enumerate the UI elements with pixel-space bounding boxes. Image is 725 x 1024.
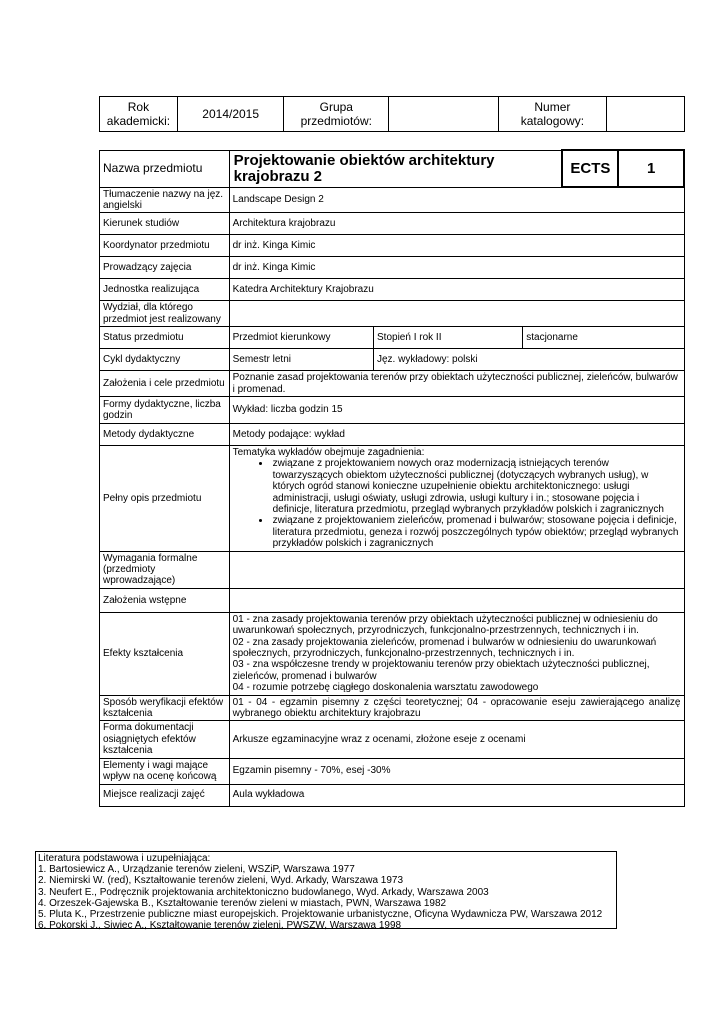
zalozenia-label: Założenia i cele przedmiotu bbox=[100, 371, 230, 397]
metody-label: Metody dydaktyczne bbox=[100, 423, 230, 445]
forma-value: Arkusze egzaminacyjne wraz z ocenami, złożone eseje z ocenami bbox=[229, 721, 684, 758]
course-card-table bbox=[99, 149, 685, 807]
kierunek-label: Kierunek studiów bbox=[100, 213, 230, 235]
cykl-value-2: Jęz. wykładowy: polski bbox=[374, 349, 685, 371]
miejsce-label: Miejsce realizacji zajęć bbox=[100, 784, 230, 806]
literature-item: 2. Niemirski W. (red), Kształtowanie terenów zieleni, Wyd. Arkady, Warszawa 1973 bbox=[38, 875, 404, 887]
prowadzacy-value: dr inż. Kinga Kimic bbox=[229, 257, 684, 279]
elementy-value: Egzamin pisemny - 70%, esej -30% bbox=[229, 758, 684, 784]
literature-item: 6. Pokorski J., Siwiec A., Kształtowanie terenów zieleni, PWSZW, Warszawa 1998 bbox=[38, 920, 402, 932]
wydzial-value bbox=[229, 301, 684, 327]
grupa-value bbox=[389, 97, 499, 132]
rok-label: Rok akademicki: bbox=[100, 97, 178, 132]
efekty-line: 03 - zna współczesne trendy w projektowaniu terenów przy obiektach użyteczności publicznej, zieleńców, promenad i bulwarów bbox=[232, 659, 650, 682]
status-label: Status przedmiotu bbox=[100, 327, 230, 349]
zalozenia-wstepne-label: Założenia wstępne bbox=[100, 588, 230, 612]
opis-list bbox=[233, 458, 681, 549]
literature-item: 4. Orzeszek-Gajewska B., Kształtowanie terenów zieleni w miastach, PWN, Warszawa 1982 bbox=[38, 897, 447, 909]
jednostka-label: Jednostka realizująca bbox=[100, 279, 230, 301]
efekty-line: 04 - rozumie potrzebę ciągłego doskonalenia warsztatu zawodowego bbox=[232, 682, 539, 694]
wymagania-label: Wymagania formalne (przedmioty wprowadzające) bbox=[100, 551, 230, 588]
nazwa-label: Nazwa przedmiotu bbox=[100, 150, 230, 187]
cykl-label: Cykl dydaktyczny bbox=[100, 349, 230, 371]
opis-label: Pełny opis przedmiotu bbox=[100, 445, 230, 551]
wydzial-label: Wydział, dla którego przedmiot jest realizowany bbox=[100, 301, 230, 327]
efekty-value bbox=[229, 612, 684, 695]
sposob-value: 01 - 04 - egzamin pisemny z części teoretycznej; 04 - opracowanie eseju zawierającego analizę wybranego obiektu architektury krajobrazu bbox=[229, 695, 684, 721]
literature-item: 1. Bartosiewicz A., Urządzanie terenów zieleni, WSZiP, Warszawa 1977 bbox=[38, 864, 355, 876]
metody-value: Metody podające: wykład bbox=[229, 423, 684, 445]
ects-label: ECTS bbox=[562, 150, 618, 187]
course-title: Projektowanie obiektów architektury krajobrazu 2 bbox=[229, 150, 562, 187]
zalozenia-wstepne-value bbox=[229, 588, 684, 612]
formy-value: Wykład: liczba godzin 15 bbox=[229, 396, 684, 423]
jednostka-value: Katedra Architektury Krajobrazu bbox=[229, 279, 684, 301]
numer-label: Numer katalogowy: bbox=[499, 97, 607, 132]
wymagania-value bbox=[229, 551, 684, 588]
kierunek-value: Architektura krajobrazu bbox=[229, 213, 684, 235]
status-value-1: Przedmiot kierunkowy bbox=[229, 327, 373, 349]
miejsce-value: Aula wykładowa bbox=[229, 784, 684, 806]
header-table bbox=[99, 96, 685, 132]
literature-item: 5. Pluta K., Przestrzenie publiczne miast europejskich. Projektowanie urbanistyczne, Oficyna Wydawnicza PW, Warszawa 2012 bbox=[38, 909, 603, 921]
opis-item: • związane z projektowaniem zieleńców, promenad i bulwarów; stosowane pojęcia i definicje, literatura przedmiotu, geneza i rozwój poszczególnych typów obiektów; przegląd wybranych przykładów polskich i zagranicznych bbox=[271, 515, 681, 549]
efekty-line: 02 - zna zasady projektowania zieleńców, promenad i bulwarów w odniesieniu do uwarunkowań społecznych, przyrodniczych, funkcjonalno-przestrzennych, technicznych i in. bbox=[232, 636, 657, 660]
cykl-value-1: Semestr letni bbox=[229, 349, 373, 371]
grupa-label: Grupa przedmiotów: bbox=[284, 97, 389, 132]
opis-intro: Tematyka wykładów obejmuje zagadnienia: bbox=[232, 446, 425, 458]
status-value-2: Stopień I rok II bbox=[374, 327, 523, 349]
prowadzacy-label: Prowadzący zajęcia bbox=[100, 257, 230, 279]
numer-value bbox=[606, 97, 684, 132]
tlumaczenie-label: Tłumaczenie nazwy na jęz. angielski bbox=[100, 187, 230, 213]
koordynator-value: dr inż. Kinga Kimic bbox=[229, 235, 684, 257]
rok-value: 2014/2015 bbox=[177, 97, 284, 132]
literature-item: 3. Neufert E., Podręcznik projektowania architektoniczno budowlanego, Wyd. Arkady, Warszawa 2003 bbox=[38, 886, 489, 898]
sposob-label: Sposób weryfikacji efektów kształcenia bbox=[100, 695, 230, 721]
efekty-line: 01 - zna zasady projektowania terenów przy obiektach użyteczności publicznej w odniesieniu do uwarunkowań społecznych, przyrodniczych, funkcjonalno-przestrzennych, technicznych i in. bbox=[232, 613, 658, 637]
tlumaczenie-value: Landscape Design 2 bbox=[229, 187, 684, 213]
status-value-3: stacjonarne bbox=[523, 327, 684, 349]
forma-label: Forma dokumentacji osiągniętych efektów kształcenia bbox=[100, 721, 230, 758]
elementy-label: Elementy i wagi mające wpływ na ocenę końcową bbox=[100, 758, 230, 784]
opis-item: • związane z projektowaniem nowych oraz modernizacją istniejących terenów towarzyszących obiektom użyteczności publicznej (dotyczących wybranych usług), w których ogród stanowi konieczne uzupełnienie obiektu architektonicznego: usługi administracji, usługi oświaty, usługi zdrowia, usługi kultury i in.; stosowane pojęcia i definicje, literatura przedmiotu, przegląd wybranych przykładów polskich i zagranicznych bbox=[271, 458, 681, 515]
literature-heading: Literatura podstawowa i uzupełniająca: bbox=[38, 853, 211, 864]
literature-box bbox=[35, 851, 617, 932]
ects-value: 1 bbox=[618, 150, 684, 187]
formy-label: Formy dydaktyczne, liczba godzin bbox=[100, 396, 230, 423]
zalozenia-value: Poznanie zasad projektowania terenów przy obiektach użyteczności publicznej, zieleńców, bulwarów i promenad. bbox=[229, 371, 684, 397]
efekty-label: Efekty kształcenia bbox=[100, 612, 230, 695]
opis-value bbox=[229, 445, 684, 551]
koordynator-label: Koordynator przedmiotu bbox=[100, 235, 230, 257]
